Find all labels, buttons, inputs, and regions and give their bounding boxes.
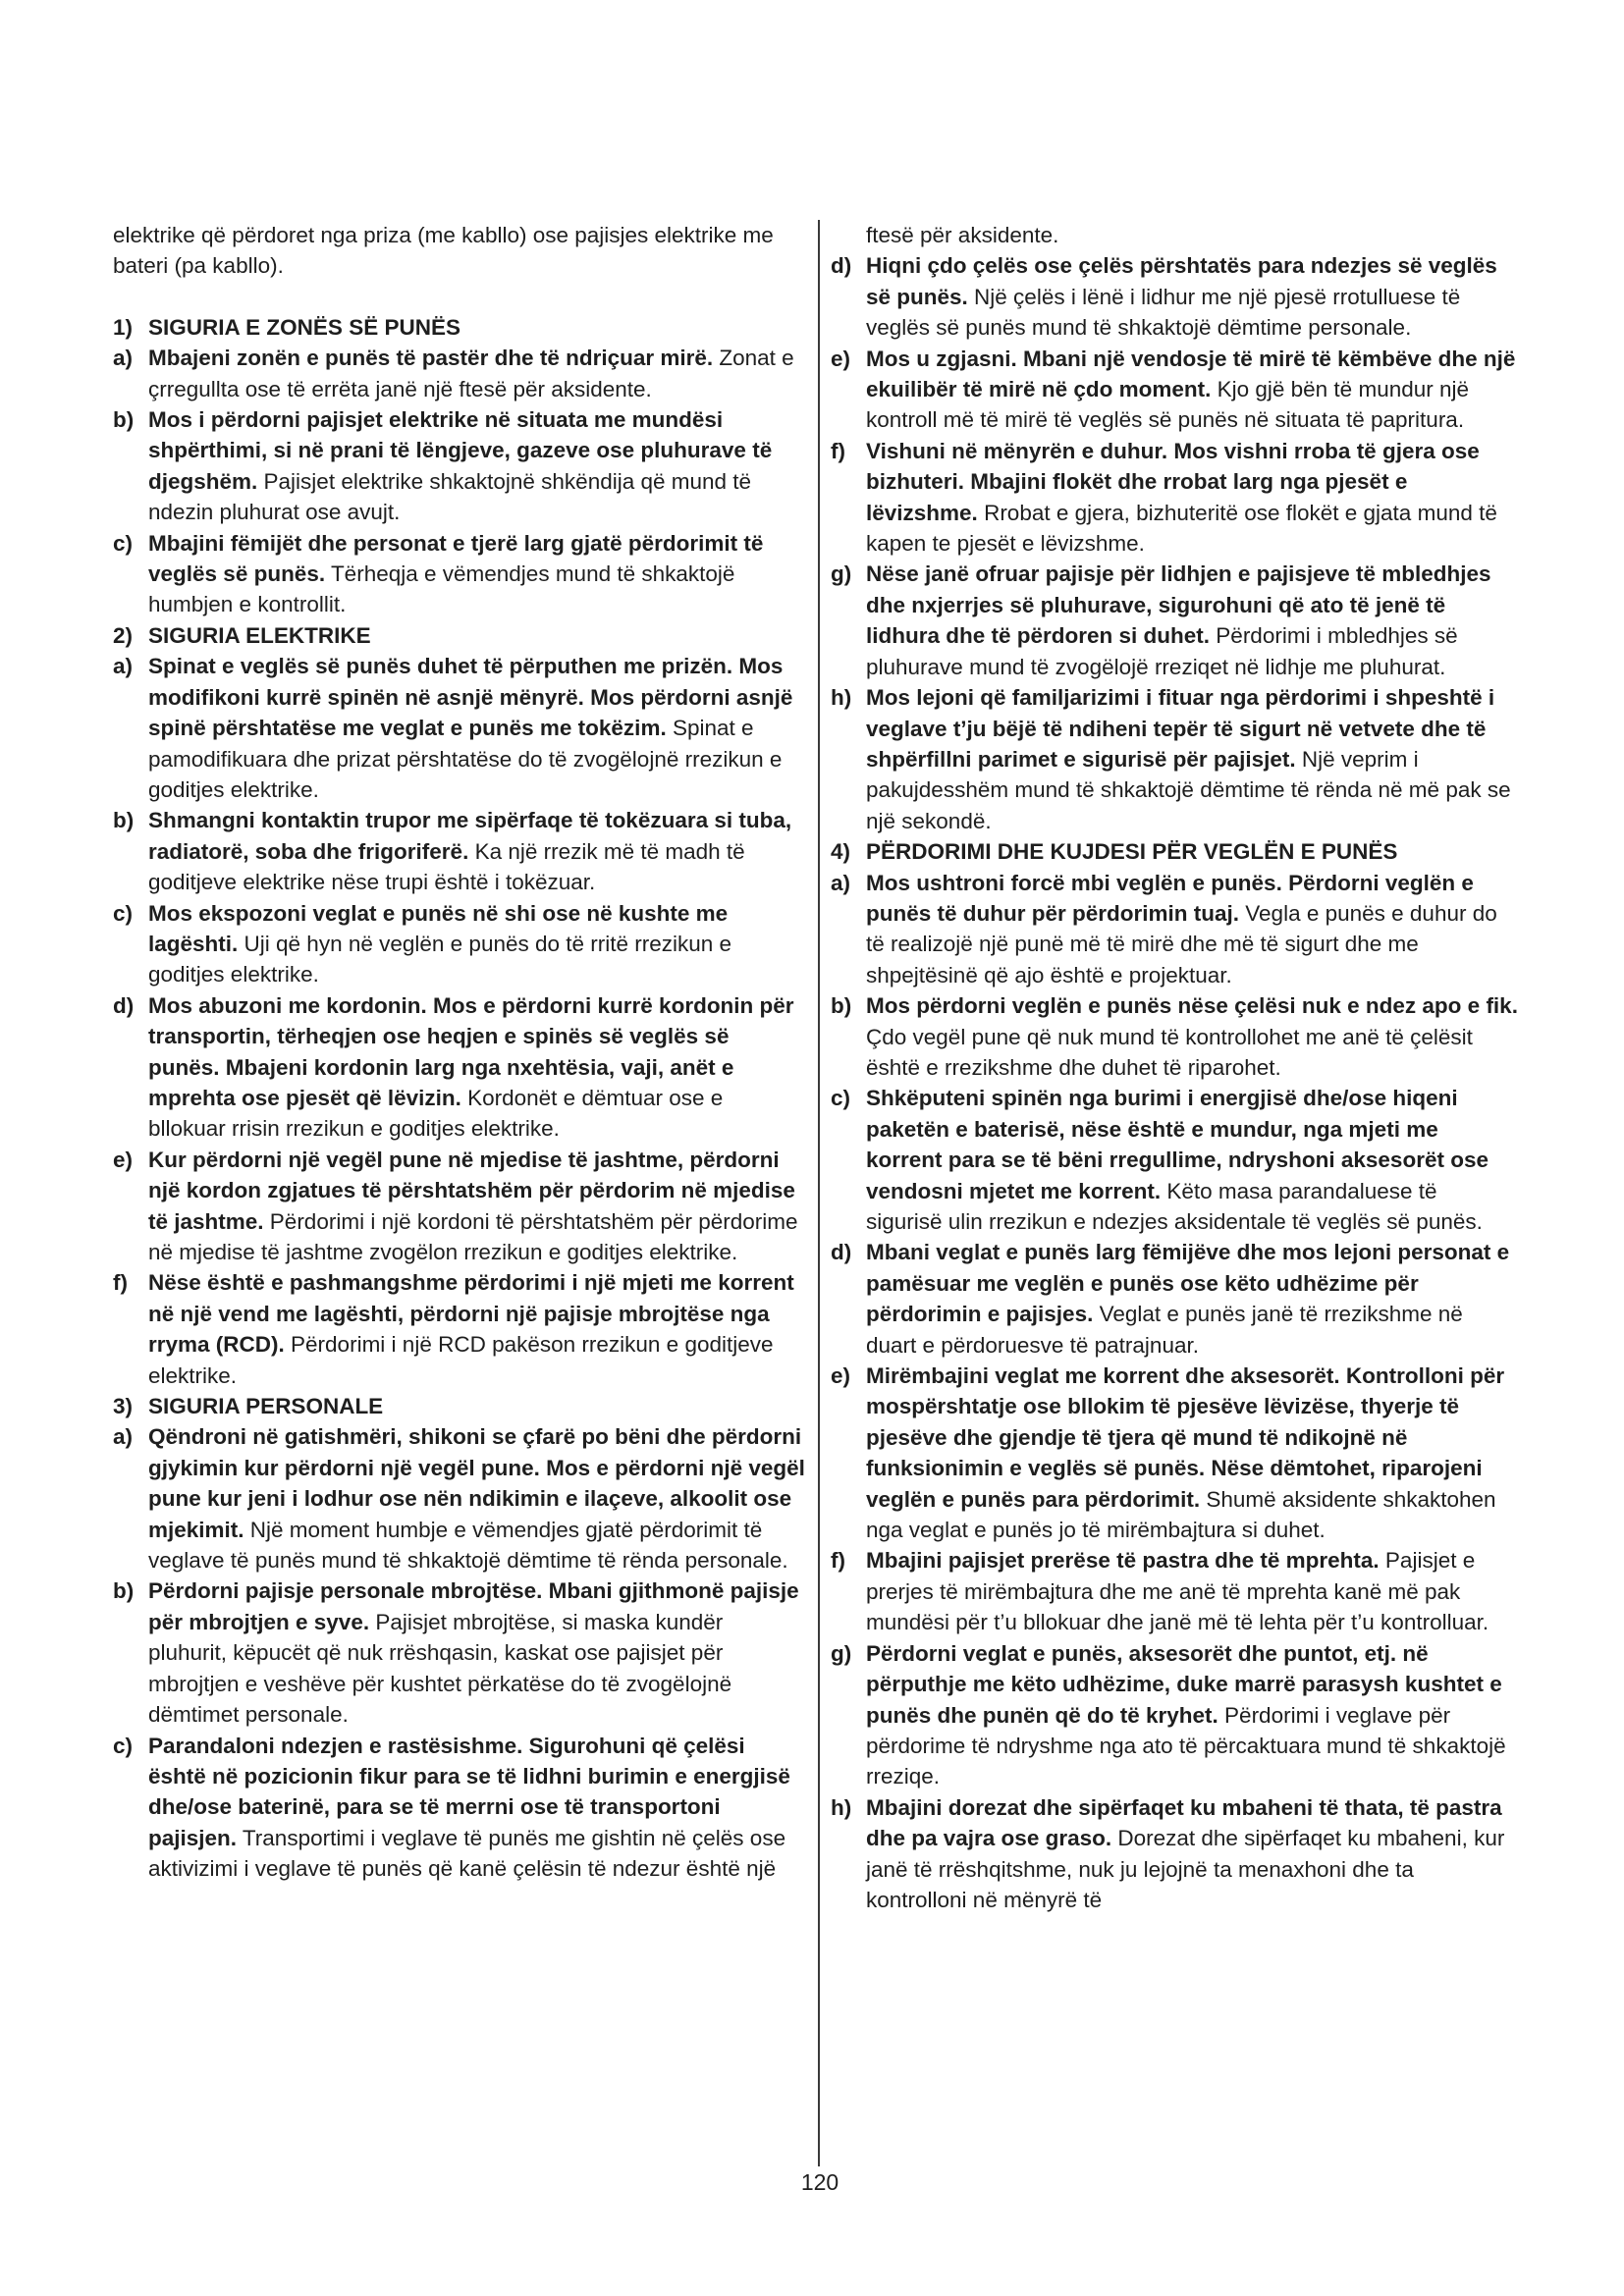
- list-item: [113, 1731, 806, 1885]
- item-label: e): [113, 1147, 134, 1172]
- item-bold-text: Mos abuzoni me kordonin. Mos e përdorni kurrë kordonin për transportin, tërheqjen ose heqjen e spinës së veglës së punës. Mbajeni kordonin larg nga nxehtësia, vaji, anët e mprehta ose pjesët që lëvizin.: [148, 992, 794, 1110]
- item-bold-text: Qëndroni në gatishmëri, shikoni se çfarë po bëni dhe përdorni gjykimin kur përdorni një vegël pune. Mos e përdorni një vegël pune kur jeni i lodhur ose nën ndikimin e ilaçeve, alkoolit ose mjekimit.: [148, 1424, 805, 1542]
- item-text: Përdorimi i mbledhjes së pluhurave mund të zvogëlojë rreziqet në lidhje me pluhurat.: [866, 623, 1458, 679]
- item-label: e): [831, 1363, 851, 1389]
- item-text: Ka një rrezik më të madh të goditjeve elektrike nëse trupi është i tokëzuar.: [148, 838, 745, 895]
- list-item: [113, 898, 806, 990]
- section-title: SIGURIA ELEKTRIKE: [148, 622, 371, 648]
- right-column: [831, 220, 1518, 1915]
- list-item: [831, 344, 1518, 436]
- item-text: ftesë për aksidente.: [866, 223, 1059, 247]
- item-bold-text: Mirëmbajini veglat me korrent dhe aksesorët. Kontrolloni për mospërshtatje ose bllokim të pjesëve lëvizëse, thyerje të pjesëve dhe gjendje të tjera që mund të ndikojnë në funksionimin e veglës së punës. Nëse dëmtohet, riparojeni veglën e punës para përdorimit.: [866, 1363, 1505, 1512]
- item-bold-text: Mbajini fëmijët dhe personat e tjerë larg gjatë përdorimit të veglës së punës.: [148, 530, 764, 587]
- item-bold-text: Hiqni çdo çelës ose çelës përshtatës para ndezjes së veglës së punës.: [866, 253, 1497, 309]
- item-text: Zonat e çrregullta ose të errëta janë një ftesë për aksidente.: [148, 346, 794, 401]
- item-text: Përdorimi i një kordoni të përshtatshëm për përdorime në mjedise të jashtme zvogëlon rrezikun e goditjes elektrike.: [148, 1208, 798, 1264]
- item-text: Kjo gjë bën të mundur një kontroll më të mirë të veglës së punës në situata të papritura.: [866, 377, 1470, 433]
- intro-paragraph: elektrike që përdoret nga priza (me kabllo) ose pajisjes elektrike me bateri (pa kabllo).: [113, 223, 774, 279]
- item-text: Shumë aksidente shkaktohen nga veglat e punës jo të mirëmbajtura si duhet.: [866, 1486, 1496, 1543]
- item-bold-text: Parandaloni ndezjen e rastësishme. Sigurohuni që çelësi është në pozicionin fikur para se të lidhni burimin e energjisë dhe/ose baterinë, para se të merrni ose të transportoni pajisjen.: [148, 1733, 790, 1850]
- item-text: Transportimi i veglave të punës me gishtin në çelës ose aktivizimi i veglave të punës që kanë çelësin të ndezur është një: [148, 1825, 786, 1882]
- section-heading-2: [113, 620, 806, 651]
- item-text: Një moment humbje e vëmendjes gjatë përdorimit të veglave të punës mund të shkaktojë dëmtime të rënda personale.: [148, 1517, 788, 1574]
- item-bold-text: Përdorni pajisje personale mbrojtëse. Mbani gjithmonë pajisje për mbrojtjen e syve.: [148, 1578, 799, 1634]
- list-item: [831, 559, 1518, 682]
- item-label: f): [113, 1270, 128, 1296]
- list-item: [831, 1792, 1518, 1916]
- item-label: e): [831, 346, 851, 371]
- list-item: [113, 1267, 806, 1391]
- item-text: Pajisjet mbrojtëse, si maska kundër pluhurit, këpucët që nuk rrëshqasin, kaskat ose pajisjet për mbrojtjen e veshëve për kushtet përkatëse do të zvogëlojnë dëmtimet personale.: [148, 1609, 732, 1728]
- item-label: b): [831, 993, 852, 1019]
- item-bold-text: Mbajeni zonën e punës të pastër dhe të ndriçuar mirë.: [148, 346, 714, 371]
- item-text: Veglat e punës janë të rrezikshme në duart e përdoruesve të patrajnuar.: [866, 1302, 1463, 1358]
- item-text: Këto masa parandaluese të sigurisë ulin rrezikun e ndezjes aksidentale të veglës së punës.: [866, 1178, 1483, 1234]
- item-label: a): [113, 654, 134, 679]
- continued-text: [831, 220, 1518, 250]
- list-item: [113, 404, 806, 528]
- item-text: Çdo vegël pune që nuk mund të kontrollohet me anë të çelësit është e rrezikshme dhe duhet të riparohet.: [866, 1024, 1473, 1080]
- item-label: c): [113, 1733, 134, 1758]
- section-title: SIGURIA PERSONALE: [148, 1394, 384, 1419]
- item-label: a): [113, 1424, 134, 1450]
- list-item: [831, 1237, 1518, 1361]
- item-text: Tërheqja e vëmendjes mund të shkaktojë humbjen e kontrollit.: [148, 561, 735, 617]
- section-title: PËRDORIMI DHE KUJDESI PËR VEGLËN E PUNËS: [866, 839, 1398, 865]
- item-text: Një çelës i lënë i lidhur me një pjesë rrotulluese të veglës së punës mund të shkaktojë dëmtime personale.: [866, 284, 1461, 341]
- list-item: [831, 250, 1518, 343]
- item-bold-text: Vishuni në mënyrën e duhur. Mos vishni rroba të gjera ose bizhuteri. Mbajini flokët dhe rrobat larg nga pjesët e lëvizshme.: [866, 438, 1480, 525]
- list-item: [113, 1575, 806, 1730]
- item-bold-text: Shmangni kontaktin trupor me sipërfaqe të tokëzuara si tuba, radiatorë, soba dhe frigoriferë.: [148, 808, 792, 864]
- list-item: [831, 1638, 1518, 1792]
- section-heading-1: [113, 312, 806, 343]
- item-label: f): [831, 438, 845, 463]
- item-text: Një veprim i pakujdesshëm mund të shkaktojë dëmtime të rënda në më pak se një sekondë.: [866, 746, 1511, 833]
- item-label: b): [113, 1578, 135, 1604]
- item-label: h): [831, 1794, 852, 1820]
- item-bold-text: Shkëputeni spinën nga burimi i energjisë dhe/ose hiqeni paketën e baterisë, nëse është e mundur, nga mjeti me korrent para se të bëni rregullime, ndryshoni aksesorët ose vendosni mjetet me korrent.: [866, 1086, 1489, 1203]
- item-label: c): [113, 530, 134, 556]
- item-label: g): [831, 561, 852, 587]
- item-label: c): [831, 1086, 851, 1111]
- section-title: SIGURIA E ZONËS SË PUNËS: [148, 314, 460, 340]
- item-bold-text: Mos ekspozoni veglat e punës në shi ose në kushte me lagështi.: [148, 900, 729, 956]
- item-text: Rrobat e gjera, bizhuteritë ose flokët e gjata mund të kapen te pjesët e lëvizshme.: [866, 500, 1497, 557]
- item-label: a): [113, 346, 134, 371]
- list-item: [113, 805, 806, 897]
- column-divider: [818, 220, 820, 2166]
- item-bold-text: Mos përdorni veglën e punës nëse çelësi nuk e ndez apo e fik.: [866, 993, 1518, 1019]
- item-label: c): [113, 900, 134, 926]
- section-heading-3: [113, 1391, 806, 1421]
- list-item: [831, 1083, 1518, 1237]
- list-item: [831, 436, 1518, 560]
- item-bold-text: Mbajini pajisjet prerëse të pastra dhe të mprehta.: [866, 1548, 1380, 1574]
- item-bold-text: Nëse është e pashmangshme përdorimi i një mjeti me korrent në një vend me lagështi, përdorni një pajisje mbrojtëse nga rryma (RCD).: [148, 1270, 794, 1358]
- item-bold-text: Mos i përdorni pajisjet elektrike në situata me mundësi shpërthimi, si në prani të lëngjeve, gazeve ose pluhurave të djegshëm.: [148, 407, 773, 494]
- section-number: 2): [113, 622, 134, 648]
- list-item: [831, 990, 1518, 1083]
- list-item: [831, 868, 1518, 991]
- item-text: Spinat e pamodifikuara dhe prizat përshtatëse do të zvogëlojnë rrezikun e goditjes elektrike.: [148, 716, 783, 802]
- list-item: [831, 1361, 1518, 1545]
- item-text: Pajisjet e prerjes të mirëmbajtura dhe me anë të mprehta kanë më pak mundësi për t’u bllokuar dhe janë më të lehta për t’u kontrolluar.: [866, 1548, 1489, 1635]
- item-label: a): [831, 870, 851, 895]
- item-bold-text: Përdorni veglat e punës, aksesorët dhe puntot, etj. në përputhje me këto udhëzime, duke marrë parasysh kushtet e punës dhe punën që do të kryhet.: [866, 1640, 1502, 1728]
- item-text: Kordonët e dëmtuar ose e bllokuar rrisin rrezikun e goditjes elektrike.: [148, 1085, 724, 1142]
- section-number: 1): [113, 314, 134, 340]
- item-label: f): [831, 1548, 845, 1574]
- item-label: b): [113, 808, 135, 833]
- item-bold-text: Mbani veglat e punës larg fëmijëve dhe mos lejoni personat e pamësuar me veglën e punës ose këto udhëzime për përdorimin e pajisjes.: [866, 1240, 1510, 1327]
- item-label: d): [831, 1240, 852, 1265]
- item-bold-text: Kur përdorni një vegël pune në mjedise të jashtme, përdorni një kordon zgjatues të përshtatshëm për përdorim në mjedise të jashtme.: [148, 1147, 795, 1234]
- list-item: [831, 682, 1518, 836]
- item-bold-text: Mbajini dorezat dhe sipërfaqet ku mbaheni të thata, të pastra dhe pa vajra ose graso.: [866, 1794, 1502, 1851]
- list-item: [113, 1421, 806, 1575]
- item-bold-text: Mos lejoni që familjarizimi i fituar nga përdorimi i shpeshtë i veglave t’ju bëjë të ndiheni tepër të sigurt në vetvete dhe të shpërfillni parimet e sigurisë për pajisjet.: [866, 685, 1495, 772]
- list-item: [113, 651, 806, 805]
- item-label: d): [113, 992, 135, 1018]
- item-text: Dorezat dhe sipërfaqet ku mbaheni, kur janë të rrëshqitshme, nuk ju lejojnë ta menaxhoni dhe ta kontrolloni në mënyrë të: [866, 1826, 1505, 1912]
- item-text: Pajisjet elektrike shkaktojnë shkëndija që mund të ndezin pluhurat ose avujt.: [148, 468, 752, 525]
- section-number: 4): [831, 839, 851, 865]
- page-number: 120: [800, 2169, 839, 2195]
- item-label: d): [831, 253, 852, 279]
- item-text: Përdorimi i veglave për përdorime të ndryshme nga ato të përcaktuara mund të shkaktojë rreziqe.: [866, 1702, 1506, 1789]
- left-column: [113, 220, 806, 1885]
- item-bold-text: Mos ushtroni forcë mbi veglën e punës. Përdorni veglën e punës të duhur për përdorimin tuaj.: [866, 870, 1474, 926]
- item-text: Uji që hyn në veglën e punës do të rritë rrezikun e goditjes elektrike.: [148, 931, 732, 988]
- list-item: [113, 990, 806, 1145]
- item-text: Përdorimi i një RCD pakëson rrezikun e goditjeve elektrike.: [148, 1332, 774, 1388]
- item-label: h): [831, 685, 852, 711]
- item-bold-text: Mos u zgjasni. Mbani një vendosje të mirë të këmbëve dhe një ekuilibër të mirë në çdo moment.: [866, 346, 1516, 402]
- list-item: [113, 1145, 806, 1268]
- item-label: b): [113, 407, 135, 433]
- item-text: Vegla e punës e duhur do të realizojë një punë më të mirë dhe më të sigurt dhe me shpejtësinë që ajo është e projektuar.: [866, 900, 1497, 988]
- item-label: g): [831, 1640, 852, 1666]
- list-item: [113, 528, 806, 620]
- item-bold-text: Nëse janë ofruar pajisje për lidhjen e pajisjeve të mbledhjes dhe nxjerrjes së pluhurave, sigurohuni që ato të jenë të lidhura dhe të përdoren si duhet.: [866, 561, 1491, 649]
- list-item: [831, 1545, 1518, 1637]
- section-heading-4: [831, 836, 1518, 867]
- item-bold-text: Spinat e veglës së punës duhet të përputhen me prizën. Mos modifikoni kurrë spinën në asnjë mënyrë. Mos përdorni asnjë spinë përshtatëse me veglat e punës me tokëzim.: [148, 654, 793, 741]
- section-number: 3): [113, 1394, 134, 1419]
- list-item: [113, 343, 806, 404]
